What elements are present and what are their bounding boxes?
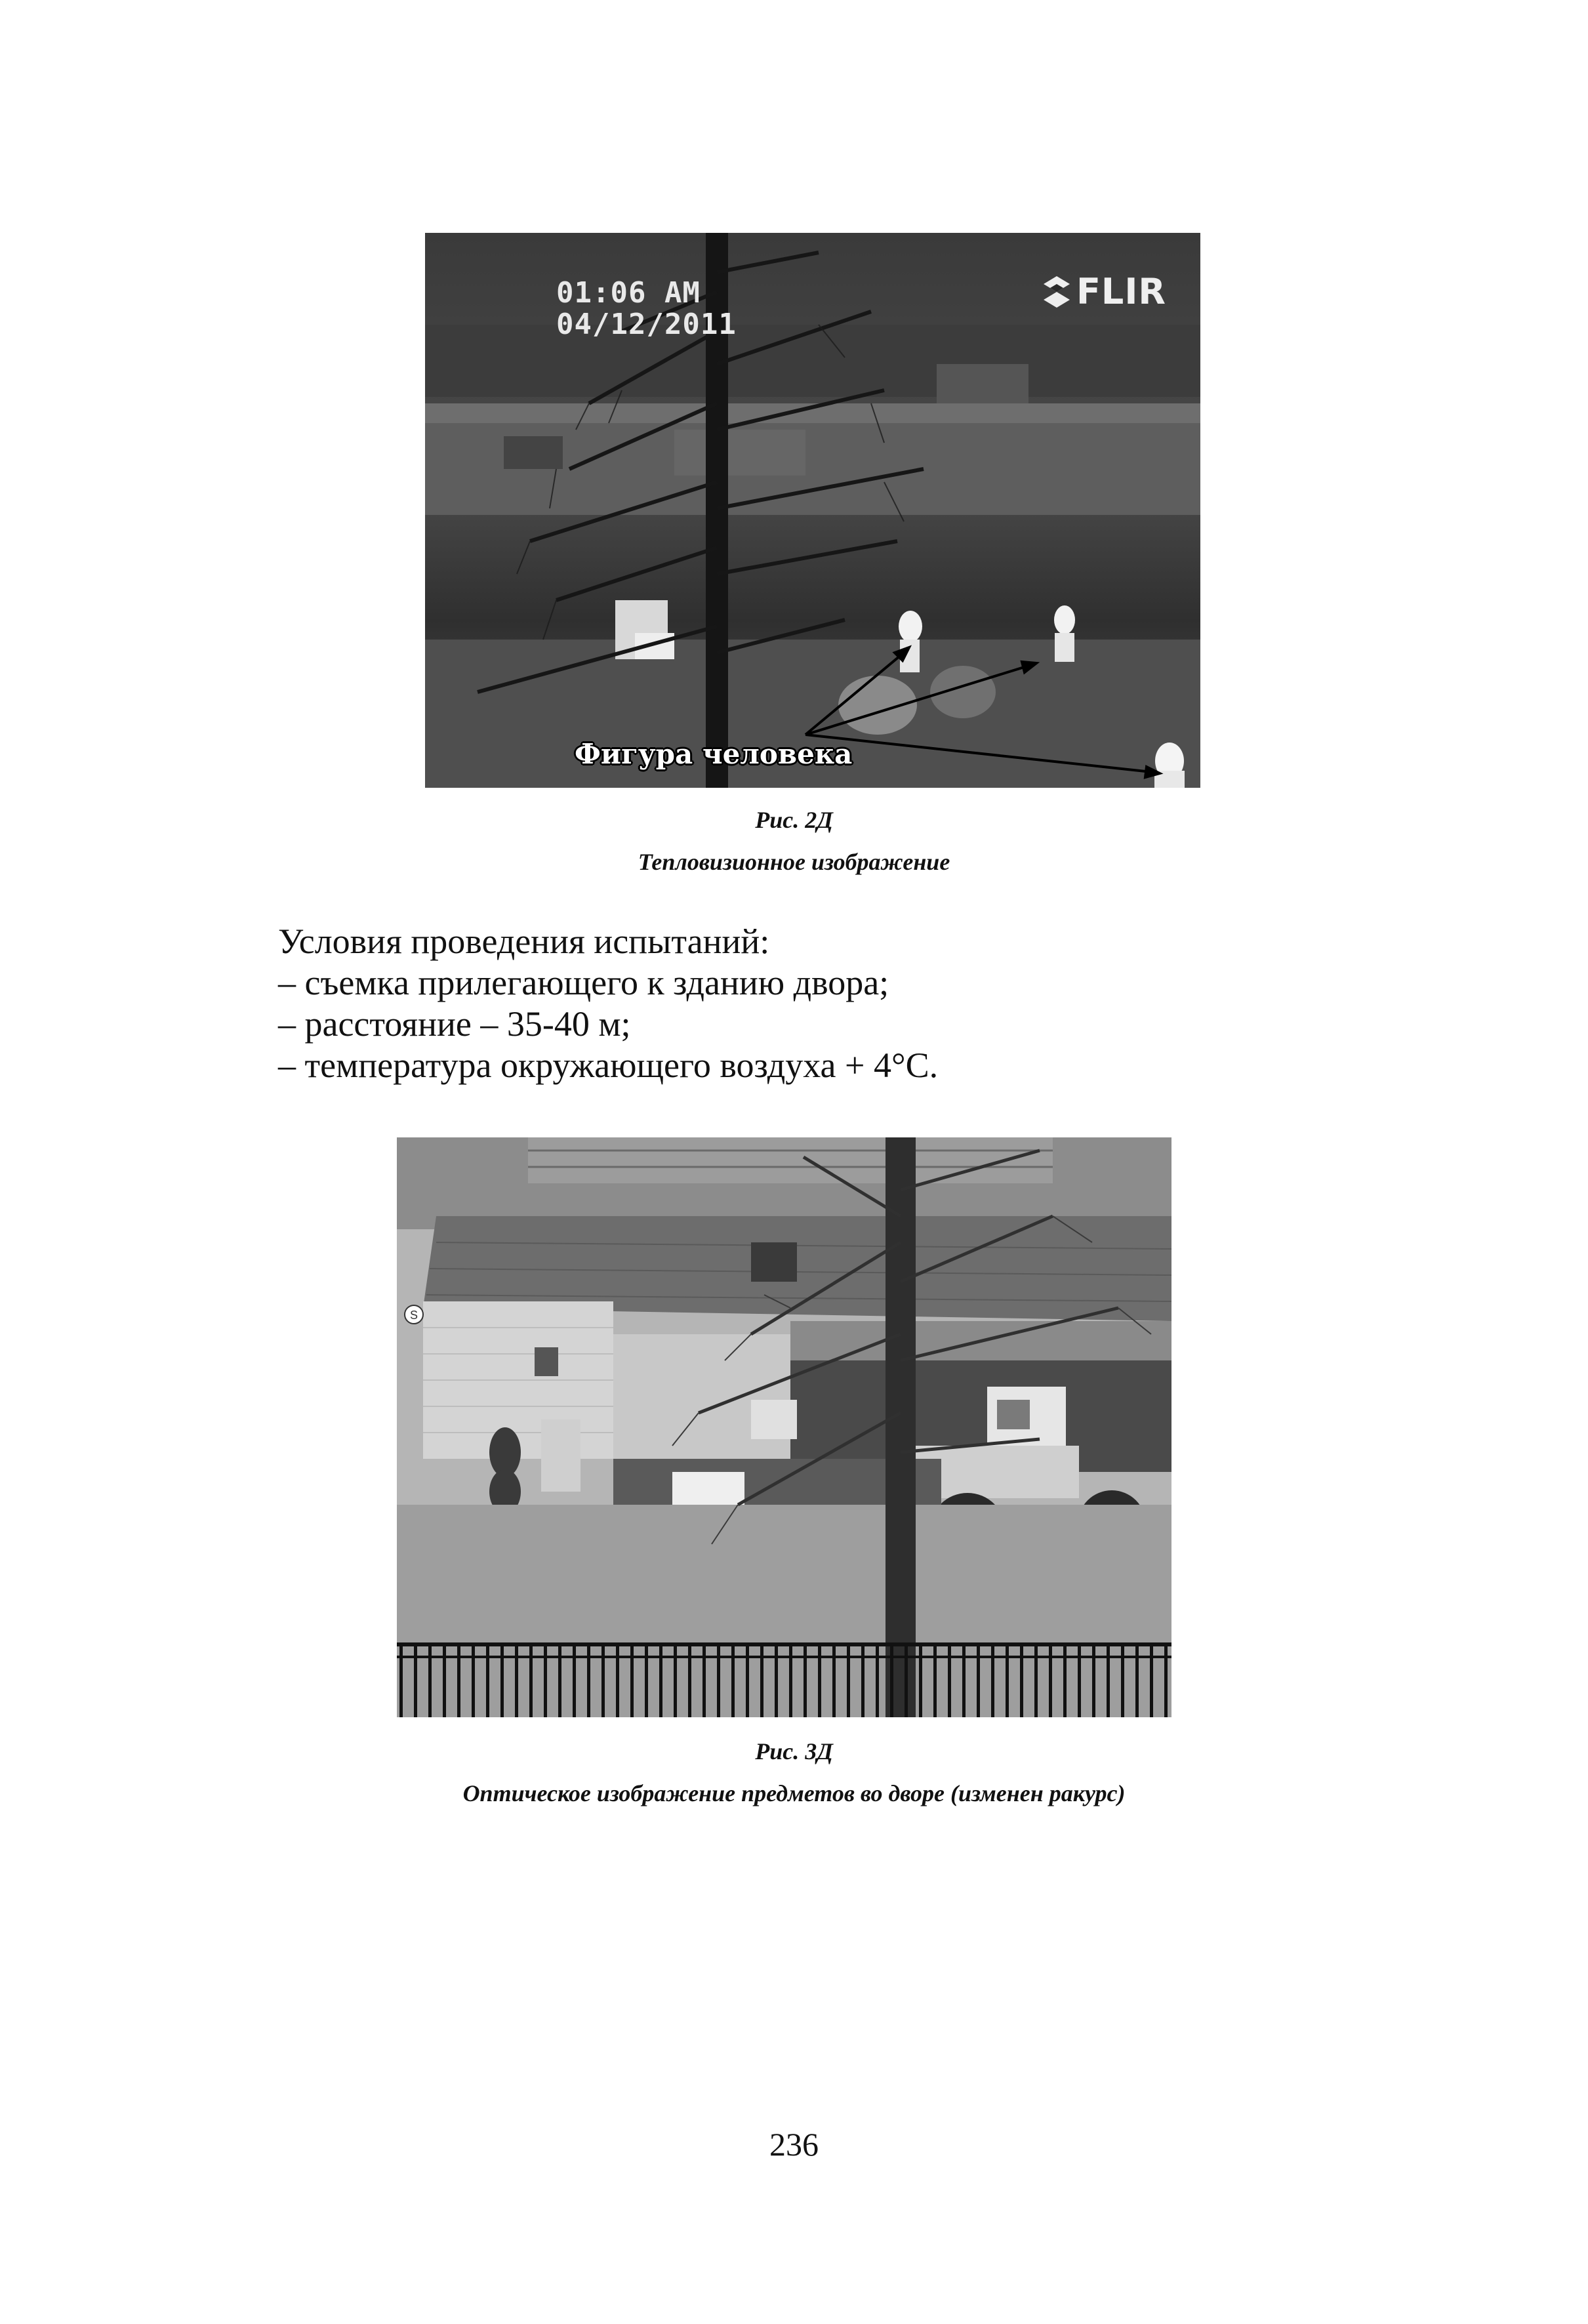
figure-2-title: Тепловизионное изображение bbox=[638, 849, 950, 875]
thermal-image bbox=[425, 233, 1200, 788]
conditions-item: – расстояние – 35-40 м; bbox=[278, 1004, 631, 1044]
optical-image bbox=[397, 1137, 1171, 1717]
osd-time: 01:06 AM bbox=[556, 276, 701, 310]
osd-date: 04/12/2011 bbox=[556, 308, 737, 341]
conditions-item: – температура окружающего воздуха + 4°С. bbox=[278, 1046, 939, 1085]
conditions-heading: Условия проведения испытаний: bbox=[278, 922, 770, 961]
flir-logo-icon bbox=[1041, 275, 1072, 309]
test-conditions bbox=[278, 921, 1393, 1086]
thermal-figure-label: Фигура человека bbox=[575, 738, 853, 770]
figure-2-number: Рис. 2Д bbox=[755, 807, 833, 833]
figure-3-number: Рис. 3Д bbox=[755, 1738, 833, 1764]
conditions-item: – съемка прилегающего к зданию двора; bbox=[278, 963, 889, 1002]
page-number: 236 bbox=[769, 2126, 819, 2163]
thermal-scene bbox=[425, 233, 1200, 788]
wall-sign-glyph: S bbox=[410, 1309, 418, 1322]
optical-scene bbox=[397, 1137, 1171, 1717]
flir-logo-text: FLIR bbox=[1076, 271, 1166, 312]
figure-3-title: Оптическое изображение предметов во дворе (изменен ракурс) bbox=[462, 1780, 1126, 1806]
flir-logo bbox=[1041, 271, 1166, 312]
osd-timestamp bbox=[556, 277, 737, 340]
